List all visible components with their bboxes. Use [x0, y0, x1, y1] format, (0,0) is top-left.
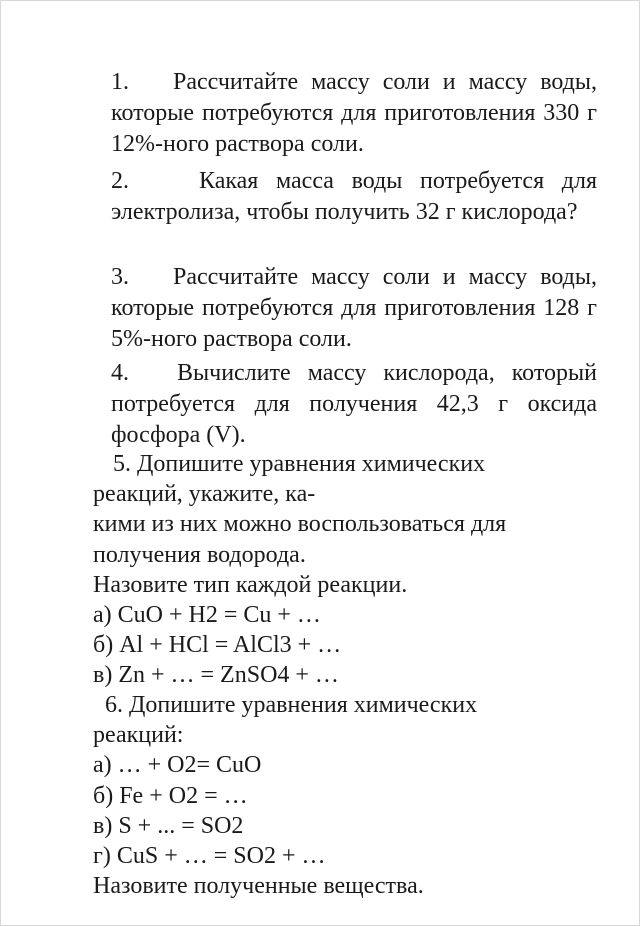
task-4-number: 4.: [111, 360, 129, 386]
task-3-number: 3.: [111, 264, 129, 290]
task-3-text: Рассчитайте массу соли и массу воды, которые потребуются для приготовления 128 г 5%-ного раствора соли.: [111, 264, 597, 352]
task-5-equation-b: б) Al + HCl = AlCl3 + …: [93, 632, 342, 659]
task-5-line: реакций, укажите, ка-: [93, 481, 316, 508]
task-2: [111, 166, 597, 228]
task-5-equation-a: а) CuO + H2 = Cu + …: [93, 601, 321, 628]
task-1-text: Рассчитайте массу соли и массу воды, которые потребуются для приготовления 330 г 12%-ного раствора соли.: [111, 69, 597, 157]
task-6: [93, 690, 477, 901]
task-5-equation-c: в) Zn + … = ZnSO4 + …: [93, 662, 339, 689]
task-3: [111, 262, 597, 355]
task-5-line: кими из них можно воспользоваться для: [93, 511, 507, 538]
task-4-text: Вычислите массу кислорода, который потребуется для получения 42,3 г оксида фосфора (V).: [111, 360, 597, 448]
task-1: [111, 67, 597, 160]
task-2-text: Какая масса воды потребуется для электролиза, чтобы получить 32 г кислорода?: [111, 168, 597, 225]
task-6-line: реакций:: [93, 722, 184, 749]
task-5-heading: 5. Допишите уравнения химических: [113, 451, 486, 477]
task-6-equation-a: а) … + O2= CuO: [93, 752, 262, 779]
task-5-line: получения водорода.: [93, 541, 306, 568]
task-6-equation-d: г) CuS + … = SO2 + …: [93, 842, 326, 869]
task-1-number: 1.: [111, 69, 129, 95]
task-6-equation-b: б) Fe + O2 = …: [93, 782, 248, 809]
task-5: [93, 449, 506, 691]
task-6-instruction: Назовите полученные вещества.: [93, 873, 424, 900]
task-5-instruction: Назовите тип каждой реакции.: [93, 571, 408, 598]
task-6-heading: 6. Допишите уравнения химических: [105, 692, 478, 718]
task-4: [111, 358, 597, 451]
task-6-equation-c: в) S + ... = SO2: [93, 812, 244, 839]
task-2-number: 2.: [111, 168, 129, 194]
